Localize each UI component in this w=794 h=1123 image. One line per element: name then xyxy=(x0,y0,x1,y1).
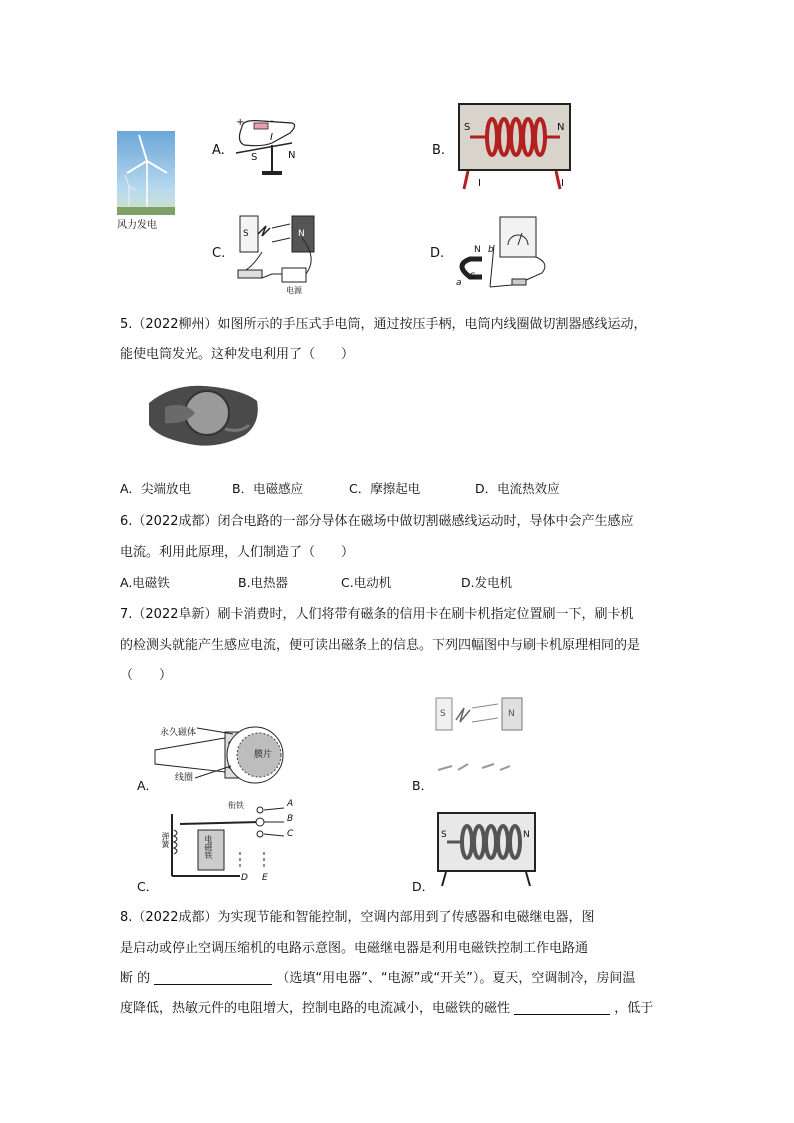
q5-option-d[interactable]: D．电流热效应 xyxy=(475,481,560,496)
induction-label-b: b xyxy=(488,245,494,255)
q5-option-a[interactable]: A．尖端放电 xyxy=(120,481,192,496)
relay-terminal-a: A xyxy=(287,799,294,809)
q7b-pole-s: S xyxy=(440,709,446,719)
q6-option-d[interactable]: D.发电机 xyxy=(461,575,513,590)
solenoid-pole-s: S xyxy=(464,122,471,133)
solenoid-current-right: I xyxy=(561,178,564,189)
q7-option-b[interactable]: B． xyxy=(412,778,434,793)
q8-line4-prefix: 度降低，热敏元件的电阻增大，控制电路的电流减小，电磁铁的磁性 xyxy=(120,1001,511,1016)
oersted-pole-n: N xyxy=(288,150,296,161)
solenoid-legs xyxy=(460,171,570,191)
motor-pole-s: S xyxy=(243,229,249,239)
q8-blank-1[interactable] xyxy=(154,970,272,985)
q8-line3-suffix: （选填“用电器”、“电源”或“开关”）。夏天，空调制冷，房间温 xyxy=(276,971,636,986)
induction-pole-s: S xyxy=(470,272,476,282)
relay-diagram xyxy=(160,800,300,884)
wind-turbine-icon xyxy=(117,131,175,215)
oersted-pole-s: S xyxy=(251,152,258,163)
relay-electromagnet-label: 电磁铁 xyxy=(204,835,213,859)
wind-caption: 风力发电 xyxy=(117,220,157,231)
q7-solenoid-photo xyxy=(437,812,536,872)
q7-solenoid-legs xyxy=(440,872,540,888)
q6-option-c[interactable]: C.电动机 xyxy=(341,575,392,590)
q7d-pole-n: N xyxy=(523,830,530,840)
oersted-minus: - xyxy=(270,116,274,127)
wind-turbine-photo xyxy=(117,131,175,215)
induction-pole-n: N xyxy=(474,245,481,255)
q8-line2: 是启动或停止空调压缩机的电路示意图。电磁继电器是利用电磁铁控制工作电路通 xyxy=(120,941,589,956)
q8-line4-suffix: ，低于 xyxy=(614,1001,654,1016)
motor-experiment-diagram xyxy=(232,208,322,296)
q8-line3-prefix: 断 的 xyxy=(120,971,151,986)
mic-magnet-label: 永久磁体 xyxy=(160,728,197,738)
q8-line3 xyxy=(120,967,635,986)
relay-terminal-c: C xyxy=(287,829,294,839)
motor-pole-n: N xyxy=(298,229,305,239)
top-option-a-label: A. xyxy=(212,143,225,158)
q7-coil-icon xyxy=(439,814,534,870)
oersted-current: I xyxy=(270,132,273,143)
relay-terminal-b: B xyxy=(287,814,294,824)
q7-line3: （ ） xyxy=(120,668,173,683)
q6-option-b[interactable]: B.电热器 xyxy=(238,575,289,590)
solenoid-photo xyxy=(458,103,571,171)
q6-option-a[interactable]: A.电磁铁 xyxy=(120,575,170,590)
relay-armature-label: 衔铁 xyxy=(228,801,244,810)
q8-line1: 8.（2022成都）为实现节能和智能控制，空调内部用到了传感器和电磁继电器，图 xyxy=(120,910,595,925)
q7-motor-diagram xyxy=(432,692,532,782)
q6-line2: 电流。利用此原理，人们制造了（ ） xyxy=(120,545,355,560)
relay-terminal-e: E xyxy=(262,873,268,883)
hand-icon xyxy=(145,373,262,458)
top-option-d-label: D. xyxy=(430,246,445,261)
q7b-pole-n: N xyxy=(508,709,515,719)
q7-option-a[interactable]: A． xyxy=(137,778,159,793)
motor-power-label: 电源 xyxy=(286,286,302,295)
mic-coil-label: 线圈 xyxy=(175,773,194,783)
q6-line1: 6.（2022成都）闭合电路的一部分导体在磁场中做切割磁感线运动时，导体中会产生感应 xyxy=(120,514,634,529)
top-option-b-label: B. xyxy=(432,143,446,158)
coil-icon xyxy=(460,105,569,169)
relay-terminal-d: D xyxy=(241,873,248,883)
q5-option-b[interactable]: B．电磁感应 xyxy=(232,481,304,496)
q8-blank-2[interactable] xyxy=(514,1000,610,1015)
q5-option-c[interactable]: C．摩擦起电 xyxy=(349,481,421,496)
q7-option-c[interactable]: C． xyxy=(137,879,159,894)
q7-line1: 7.（2022阜新）刷卡消费时，人们将带有磁条的信用卡在刷卡机指定位置刷一下，刷卡机 xyxy=(120,607,634,622)
oersted-plus: + xyxy=(236,117,245,128)
q7d-pole-s: S xyxy=(441,830,447,840)
induction-label-a: a xyxy=(456,278,462,288)
solenoid-current-left: I xyxy=(478,178,481,189)
hand-flashlight-photo xyxy=(145,373,262,458)
relay-spring-label: 弹簧 xyxy=(161,832,170,848)
q7-option-d[interactable]: D． xyxy=(412,879,435,894)
top-option-c-label: C. xyxy=(212,246,226,261)
q5-line1: 5.（2022柳州）如图所示的手压式手电筒，通过按压手柄，电筒内线圈做切割器感线运动， xyxy=(120,317,647,332)
q8-line4 xyxy=(120,997,653,1016)
q7-line2: 的检测头就能产生感应电流，便可读出磁条上的信息。下列四幅图中与刷卡机原理相同的是 xyxy=(120,638,641,653)
q5-line2: 能使电筒发光。这种发电利用了（ ） xyxy=(120,347,355,362)
induction-experiment-diagram xyxy=(452,215,552,293)
solenoid-pole-n: N xyxy=(557,122,565,133)
mic-diaphragm-label: 膜片 xyxy=(254,750,273,760)
